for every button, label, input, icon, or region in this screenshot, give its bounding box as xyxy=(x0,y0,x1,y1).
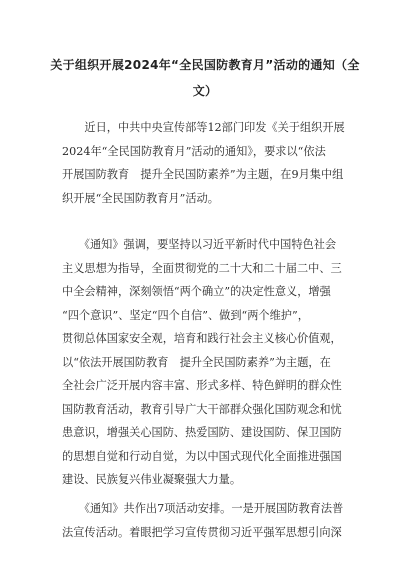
paragraph-line: 中全会精神，深刻领悟“两个确立”的决定性意义，增强 xyxy=(62,285,331,298)
paragraph-line: 建设、民族复兴伟业凝聚强大力量。 xyxy=(62,473,242,486)
paragraph-line: 开展国防教育 提升全民国防素养”为主题，在9月集中组 xyxy=(62,168,344,181)
paragraph-2 xyxy=(62,233,362,492)
paragraph-line: 的思想自觉和行动自觉，为以中国式现代化全面推进强国 xyxy=(62,449,342,463)
paragraph-line: 以“依法开展国防教育 提升全民国防素养”为主题，在 xyxy=(62,355,331,369)
paragraph-line: 《通知》强调，要坚持以习近平新时代中国特色社会 xyxy=(62,238,337,251)
title-line-1: 关于组织开展2024年“全民国防教育月”活动的通知（全 xyxy=(50,58,360,72)
paragraph-1 xyxy=(62,116,362,210)
paragraph-line: 主义思想为指导，全面贯彻党的二十大和二十届二中、三 xyxy=(62,261,342,275)
title-line-2: 文） xyxy=(192,84,218,98)
paragraph-line: “四个意识”、坚定“四个自信”、做到“两个维护”， xyxy=(62,308,309,322)
paragraph-line: 国防教育活动，教育引导广大干部群众强化国防观念和忧 xyxy=(62,402,342,416)
paragraph-line: 法宣传活动。着眼把学习宣传贯彻习近平强军思想引向深 xyxy=(62,525,342,539)
paragraph-line: 全社会广泛开展内容丰富、形式多样、特色鲜明的群众性 xyxy=(62,379,342,392)
paragraph-line: 近日，中共中央宣传部等12部门印发《关于组织开展 xyxy=(62,121,345,134)
paragraph-line: 《通知》共作出7项活动安排。一是开展国防教育法普 xyxy=(62,502,344,515)
paragraph-line: 患意识，增强关心国防、热爱国防、建设国防、保卫国防 xyxy=(62,426,342,439)
paragraph-3 xyxy=(62,497,362,544)
paragraph-line: 贯彻总体国家安全观，培育和践行社会主义核心价值观， xyxy=(62,332,342,345)
document-title xyxy=(40,52,370,104)
paragraph-line: 织开展“全民国防教育月”活动。 xyxy=(62,191,219,205)
paragraph-line: 2024年“全民国防教育月”活动的通知》，要求以“依法 xyxy=(62,144,326,158)
